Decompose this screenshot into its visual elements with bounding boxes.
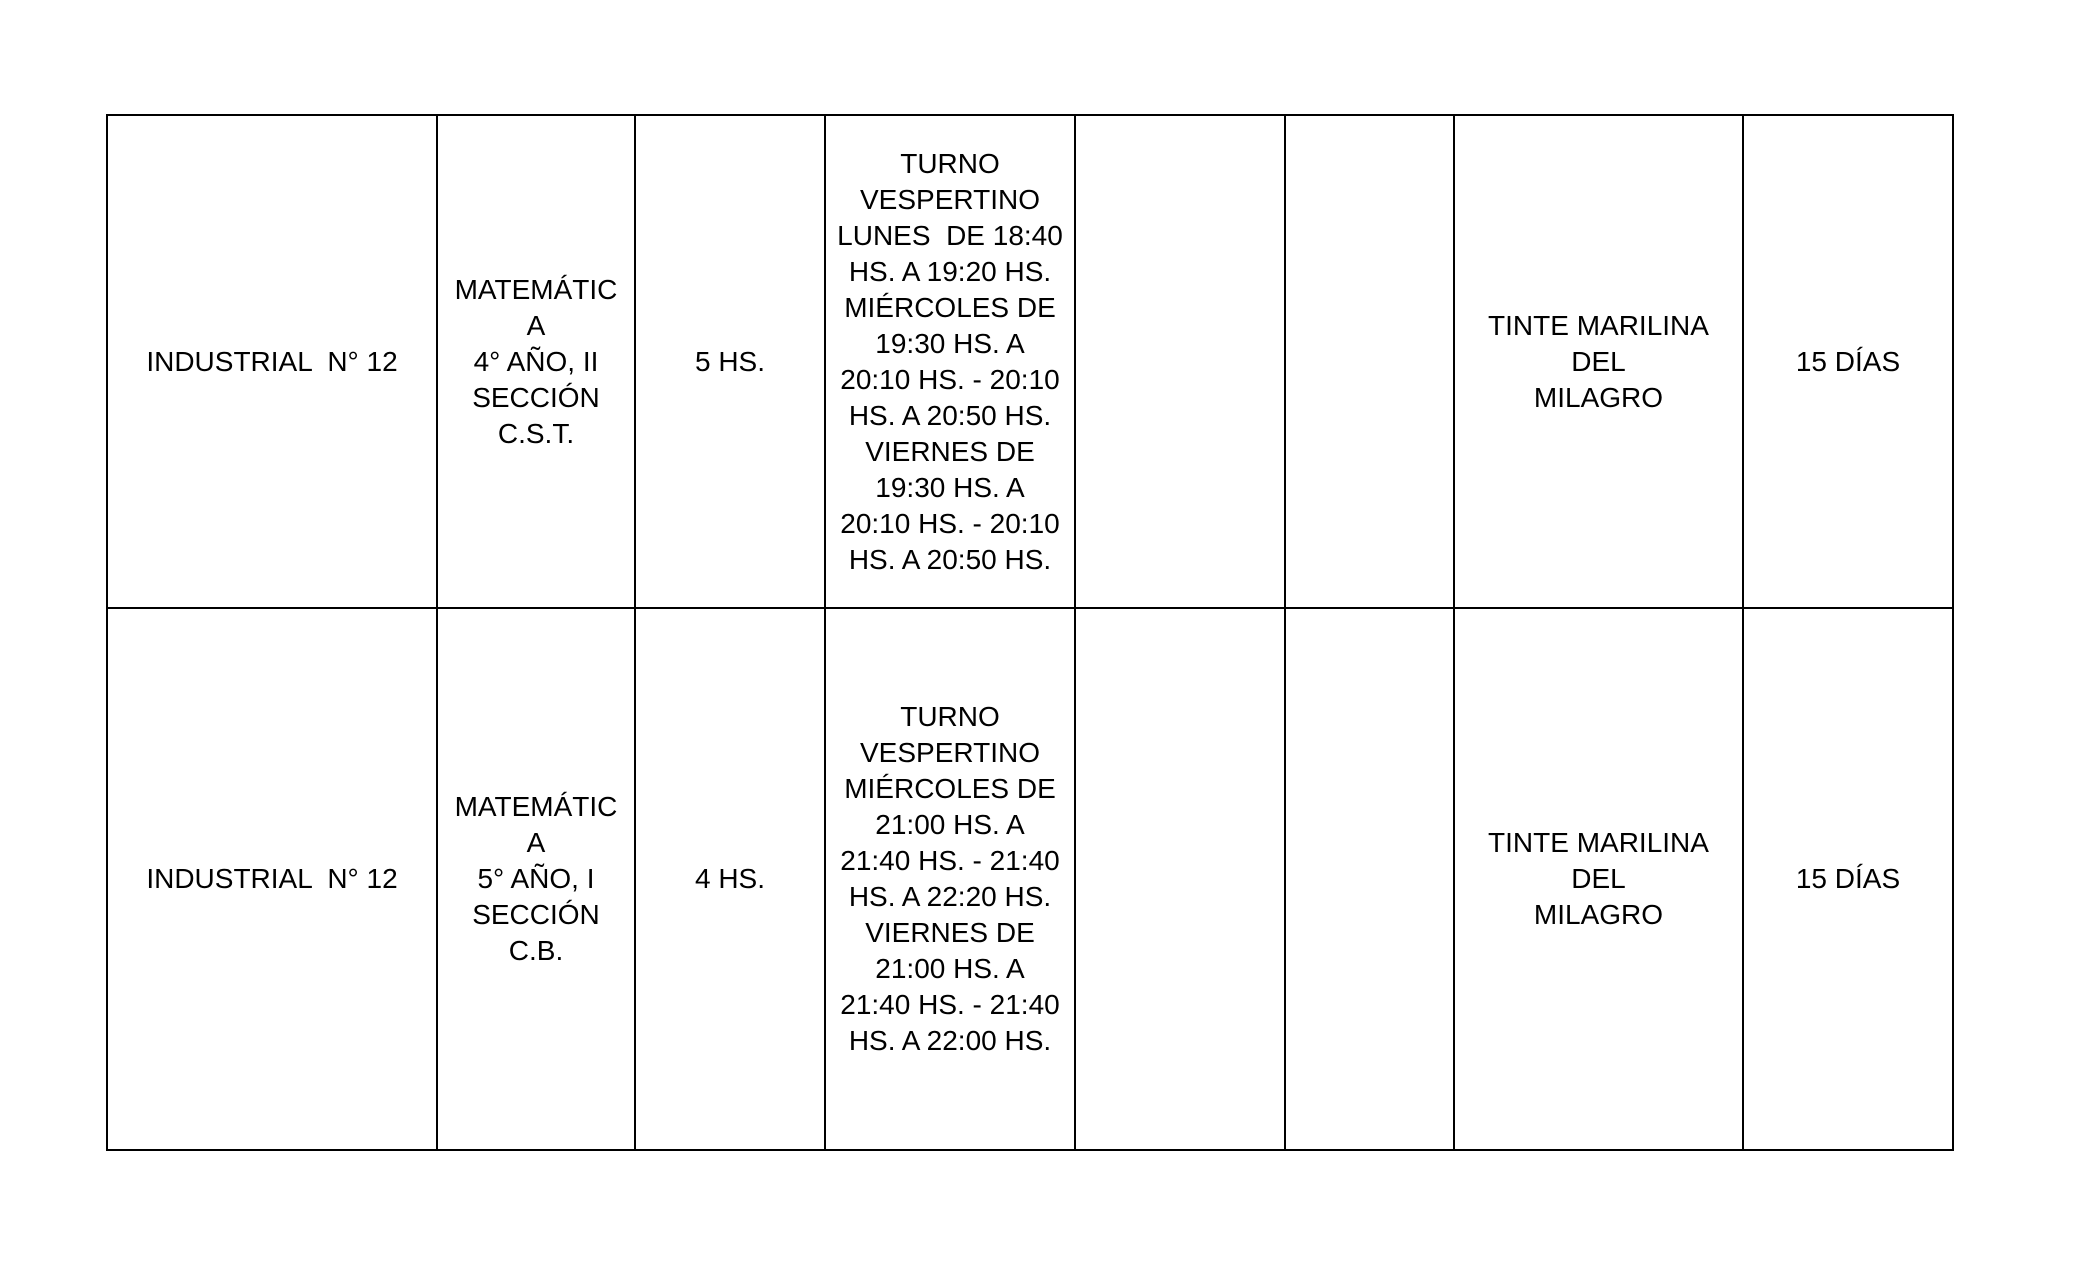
teacher-text: TINTE MARILINA DEL MILAGRO bbox=[1488, 827, 1709, 930]
empty-cell bbox=[1285, 608, 1454, 1150]
table-row bbox=[107, 608, 1953, 1150]
duration-cell bbox=[1743, 608, 1953, 1150]
schedule-table bbox=[106, 114, 1954, 1151]
hours-cell bbox=[635, 115, 825, 608]
hours-text: 4 HS. bbox=[694, 863, 766, 894]
school-text: INDUSTRIAL N° 12 bbox=[146, 345, 398, 377]
teacher-cell bbox=[1454, 115, 1743, 608]
subject-text: MATEMÁTIC A 4° AÑO, II SECCIÓN C.S.T. bbox=[454, 273, 618, 449]
duration-cell bbox=[1743, 115, 1953, 608]
schedule-text: TURNO VESPERTINO MIÉRCOLES DE 21:00 HS. A 21:40 HS. - 21:40 HS. A 22:20 HS. VIERNES DE 21:00 HS. A 21:40 HS. - 21:40 HS. A 22:00 HS. bbox=[840, 701, 1060, 1056]
subject-cell bbox=[437, 115, 635, 608]
teacher-text: TINTE MARILINA DEL MILAGRO bbox=[1488, 309, 1709, 413]
subject-text: MATEMÁTIC A 5° AÑO, I SECCIÓN C.B. bbox=[454, 791, 618, 966]
subject-cell bbox=[437, 608, 635, 1150]
school-text: INDUSTRIAL N° 12 bbox=[146, 863, 398, 894]
school-cell bbox=[107, 115, 437, 608]
duration-text: 15 DÍAS bbox=[1795, 863, 1901, 894]
empty-cell bbox=[1285, 115, 1454, 608]
empty-cell bbox=[1075, 115, 1285, 608]
empty-cell bbox=[1075, 608, 1285, 1150]
hours-text: 5 HS. bbox=[694, 345, 766, 377]
schedule-text: TURNO VESPERTINO LUNES DE 18:40 HS. A 19:20 HS. MIÉRCOLES DE 19:30 HS. A 20:10 HS. - 20:10 HS. A 20:50 HS. VIERNES DE 19:30 HS. A 20:10 HS. - 20:10 HS. A 20:50 HS. bbox=[837, 147, 1063, 575]
hours-cell bbox=[635, 608, 825, 1150]
teacher-cell bbox=[1454, 608, 1743, 1150]
table-row bbox=[107, 115, 1953, 608]
schedule-cell bbox=[825, 115, 1075, 608]
duration-text: 15 DÍAS bbox=[1795, 345, 1901, 377]
school-cell bbox=[107, 608, 437, 1150]
schedule-cell bbox=[825, 608, 1075, 1150]
